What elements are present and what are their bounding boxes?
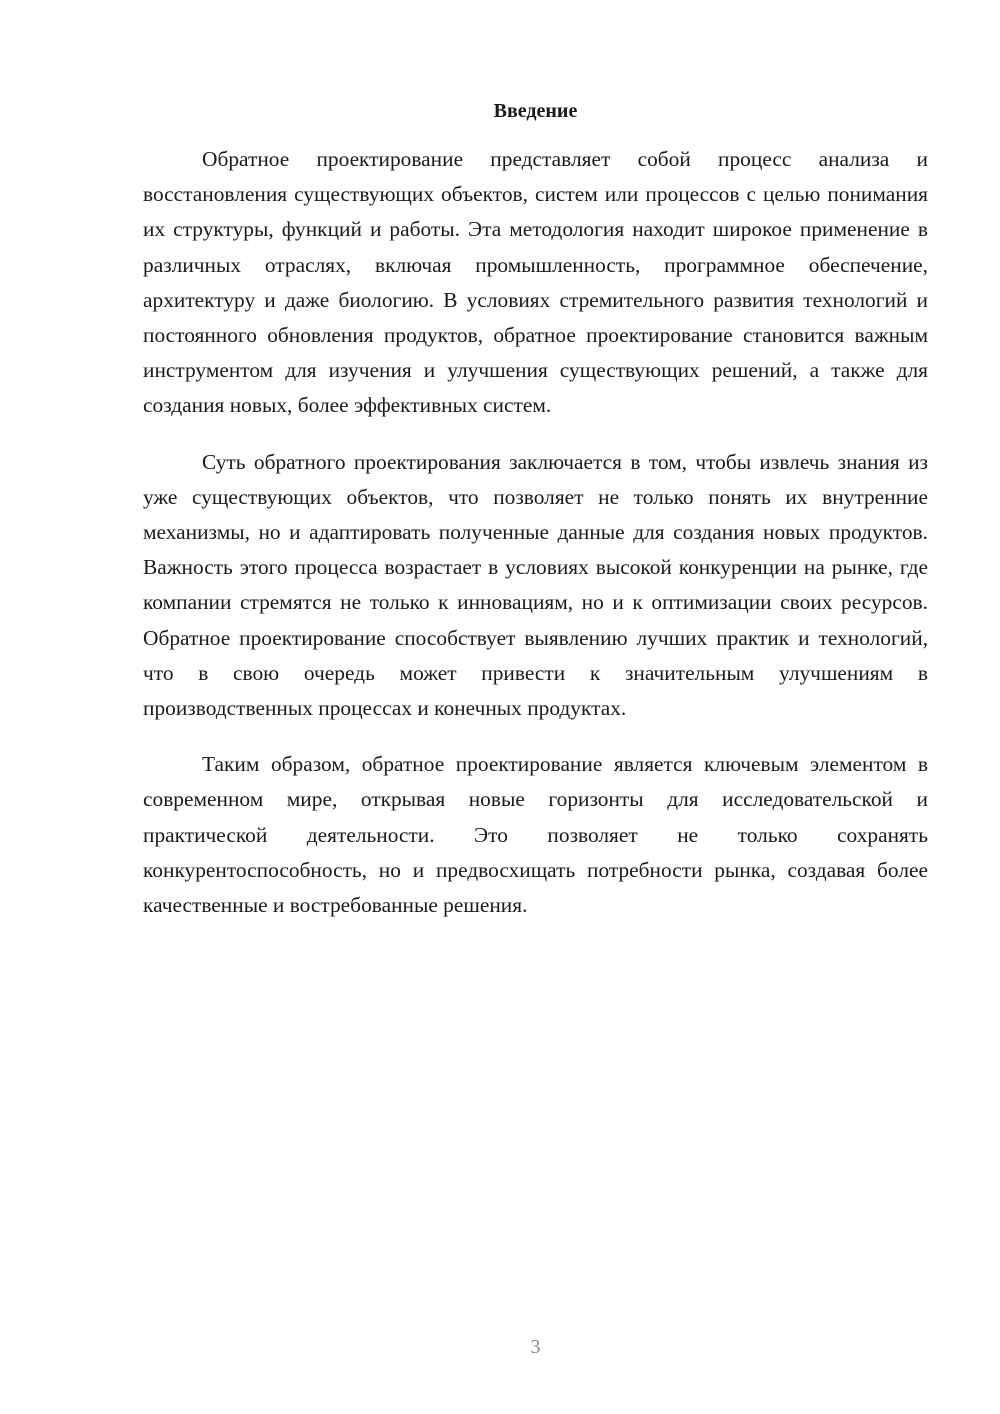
paragraph-3: Таким образом, обратное проектирование является ключевым элементом в современном мире, открывая новые горизонты для исследовательской и практической деятельности. Это позволяет не только сохранять конкурентоспособность, но и предвосхищать потребности рынка, создавая более качественные и востребованные решения. xyxy=(143,752,928,918)
body-text xyxy=(143,142,928,944)
section-title: Введение xyxy=(493,100,578,122)
paragraph-1: Обратное проектирование представляет собой процесс анализа и восстановления существующих объектов, систем или процессов с целью понимания их структуры, функций и работы. Эта методология находит широкое применение в различных отраслях, включая промышленность, программное обеспечение, архитектуру и даже биологию. В условиях стремительного развития технологий и постоянного обновления продуктов, обратное проектирование становится важным инструментом для изучения и улучшения существующих решений, а также для создания новых, более эффективных систем. xyxy=(143,147,928,418)
paragraph-2: Суть обратного проектирования заключается в том, чтобы извлечь знания из уже существующих объектов, что позволяет не только понять их внутренние механизмы, но и адаптировать полученные данные для создания новых продуктов. Важность этого процесса возрастает в условиях высокой конкуренции на рынке, где компании стремятся не только к инновациям, но и к оптимизации своих ресурсов. Обратное проектирование способствует выявлению лучших практик и технологий, что в свою очередь может привести к значительным улучшениям в производственных процессах и конечных продуктах. xyxy=(143,449,928,721)
page-number: 3 xyxy=(530,1336,541,1358)
